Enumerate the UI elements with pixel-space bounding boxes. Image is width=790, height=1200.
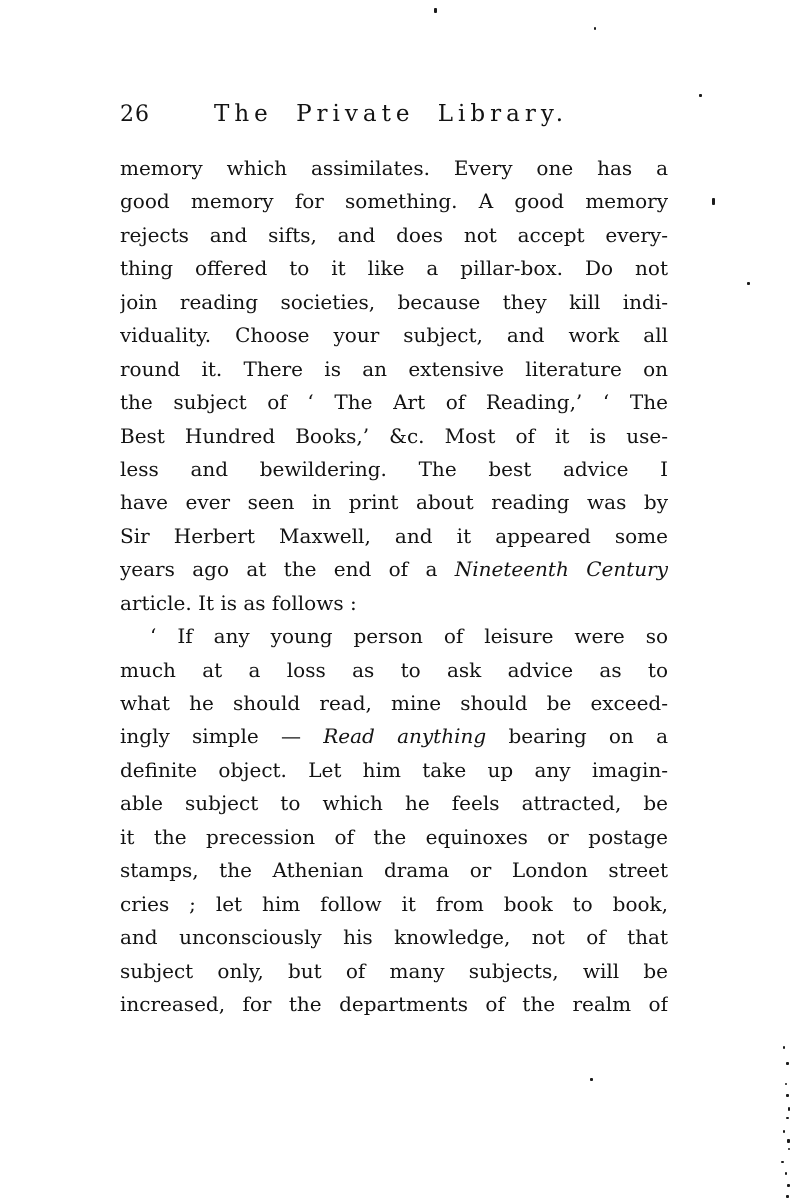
text-line [120, 821, 668, 854]
text-line [120, 988, 668, 1021]
text-line [120, 520, 668, 553]
text-segment: what he should read, mine should be exceed- [120, 691, 668, 715]
text-line [120, 654, 668, 687]
text-segment: increased, for the departments of the realm of [120, 991, 668, 1016]
scan-speck [783, 1046, 785, 1049]
scan-speck [785, 1083, 787, 1085]
scan-speck [785, 1172, 787, 1175]
text-segment: subject only, but of many subjects, will be [120, 958, 668, 983]
text-line [120, 420, 668, 453]
text-line [120, 219, 668, 252]
text-line [120, 353, 668, 386]
running-head [120, 101, 668, 127]
text-line [120, 286, 668, 319]
italic-text: Read anything [323, 724, 487, 749]
text-line [120, 252, 668, 285]
text-segment: the subject of ‘ The Art of Reading,’ ‘ The [120, 390, 668, 415]
text-line [120, 553, 668, 586]
scan-speck [786, 1062, 789, 1065]
text-line [120, 620, 668, 653]
page-text [120, 152, 668, 1021]
text-segment: and unconsciously his knowledge, not of that [120, 925, 668, 950]
italic-text: Nineteenth Century [454, 557, 668, 582]
text-line [120, 185, 668, 218]
text-line [120, 486, 668, 519]
text-segment: Best Hundred Books,’ &c. Most of it is use- [120, 423, 668, 448]
scan-speck [781, 1161, 784, 1163]
scan-speck [699, 94, 702, 97]
scan-speck [590, 1078, 593, 1081]
text-segment: cries ; let him follow it from book to book, [120, 891, 668, 916]
text-line [120, 854, 668, 887]
scan-speck [594, 27, 596, 30]
text-segment: good memory for something. A good memory [120, 189, 668, 214]
text-segment: rejects and sifts, and does not accept every- [120, 222, 668, 247]
text-segment: less and bewildering. The best advice I [120, 456, 668, 481]
text-segment: thing offered to it like a pillar-box. Do not [120, 256, 668, 281]
scan-speck [434, 8, 437, 13]
scan-speck [712, 198, 715, 205]
text-segment: Sir Herbert Maxwell, and it appeared some [120, 523, 668, 548]
text-segment: join reading societies, because they kill indi- [120, 289, 668, 314]
text-line [120, 754, 668, 787]
text-line [120, 453, 668, 486]
scan-speck [783, 1130, 785, 1133]
text-segment: article. It is as follows : [120, 590, 357, 615]
text-line [120, 888, 668, 921]
text-line [120, 787, 668, 820]
text-segment: have ever seen in print about reading was by [120, 490, 668, 515]
scan-speck [747, 282, 750, 285]
scan-speck [786, 1094, 789, 1097]
text-line [120, 687, 668, 720]
text-line [120, 720, 668, 753]
running-title: The Private Library. [214, 101, 569, 127]
text-segment: ingly simple — [120, 724, 324, 749]
text-line [120, 587, 668, 620]
text-line [120, 152, 668, 185]
text-line [120, 955, 668, 988]
scan-speck [786, 1117, 789, 1119]
text-segment: round it. There is an extensive literature on [120, 356, 668, 381]
text-segment: viduality. Choose your subject, and work all [120, 323, 668, 348]
text-segment: definite object. Let him take up any imagin- [120, 757, 668, 782]
text-segment: able subject to which he feels attracted, be [120, 791, 668, 816]
text-line [120, 319, 668, 352]
scan-speck [786, 1195, 789, 1198]
text-line [120, 921, 668, 954]
text-segment: it the precession of the equinoxes or postage [120, 824, 668, 849]
text-segment: bearing on a [486, 724, 668, 749]
text-segment: years ago at the end of a [120, 557, 455, 582]
text-segment: memory which assimilates. Every one has a [120, 156, 668, 180]
text-line [120, 386, 668, 419]
page-number: 26 [120, 102, 150, 127]
text-segment: much at a loss as to ask advice as to [120, 657, 668, 682]
text-segment: stamps, the Athenian drama or London street [120, 858, 668, 883]
text-segment: ‘ If any young person of leisure were so [150, 624, 668, 649]
